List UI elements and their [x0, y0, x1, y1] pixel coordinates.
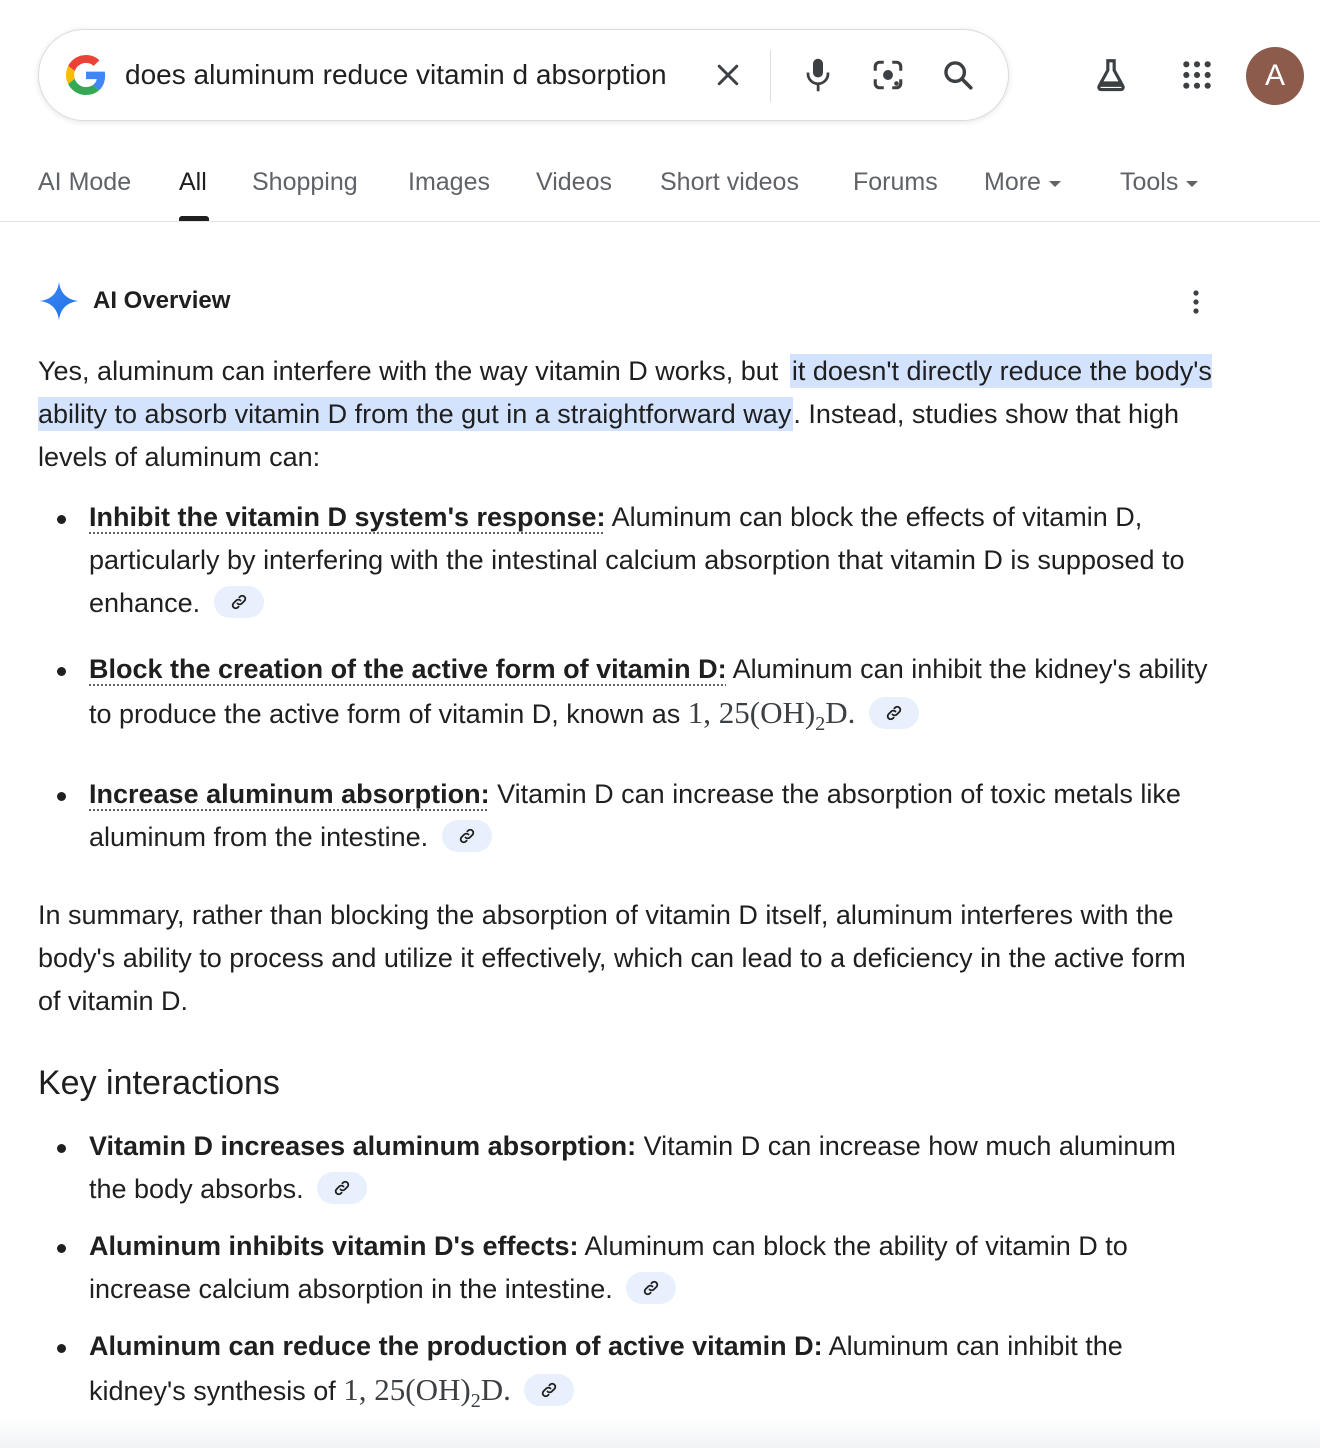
formula-tail: D.	[480, 1372, 511, 1408]
bullet-text: Vitamin D can increase the absorption of toxic metals like aluminum from the intestine.	[89, 779, 1181, 853]
tab-ai-mode[interactable]: AI Mode	[38, 168, 132, 196]
tab-more[interactable]	[984, 168, 1061, 197]
search-divider	[770, 50, 771, 102]
key-text: Aluminum can block the ability of vitamin D to increase calcium absorption in the intestine.	[89, 1231, 1128, 1305]
close-icon	[713, 60, 743, 90]
list-item	[38, 773, 1213, 859]
search-tabs	[0, 150, 1320, 222]
math-formula	[343, 1372, 511, 1413]
list-item	[38, 648, 1213, 746]
ai-overview-title: AI Overview	[93, 287, 231, 314]
search-icon	[941, 58, 975, 92]
math-formula	[687, 695, 856, 736]
search-labs-button[interactable]	[1086, 50, 1136, 100]
tab-images[interactable]: Images	[408, 168, 490, 196]
active-tab-indicator	[179, 216, 209, 221]
flask-icon	[1092, 56, 1130, 94]
bullet-term[interactable]: Increase aluminum absorption:	[89, 779, 490, 810]
tab-more-label: More	[984, 168, 1041, 196]
tools-button[interactable]	[1120, 168, 1198, 197]
key-term: Vitamin D increases aluminum absorption:	[89, 1131, 637, 1162]
chevron-down-icon	[1186, 181, 1198, 187]
microphone-icon	[803, 57, 833, 93]
list-item	[38, 1125, 1213, 1211]
link-icon	[458, 827, 476, 845]
key-interactions-heading: Key interactions	[38, 1064, 280, 1103]
source-link-button[interactable]	[317, 1172, 367, 1204]
formula-base: 1, 25(OH)	[343, 1372, 471, 1408]
tab-shopping[interactable]: Shopping	[252, 168, 358, 196]
link-icon	[230, 593, 248, 611]
more-vert-icon	[1192, 289, 1200, 315]
ai-overview-menu-button[interactable]	[1180, 284, 1212, 320]
source-link-button[interactable]	[442, 820, 492, 852]
intro-text-end: . Instead, studies show that high levels of aluminum can:	[38, 399, 1180, 472]
tab-all[interactable]: All	[179, 168, 207, 196]
key-term: Aluminum can reduce the production of active vitamin D:	[89, 1331, 823, 1362]
camera-lens-icon	[871, 58, 905, 92]
search-input[interactable]	[125, 52, 725, 98]
key-term: Aluminum inhibits vitamin D's effects:	[89, 1231, 579, 1262]
key-text: Vitamin D can increase how much aluminum the body absorbs.	[89, 1131, 1176, 1205]
list-item	[38, 1325, 1213, 1423]
search-box	[38, 29, 1009, 121]
link-icon	[642, 1279, 660, 1297]
ai-overview-content	[38, 350, 1213, 1423]
bullet-term[interactable]: Block the creation of the active form of vitamin D:	[89, 654, 727, 684]
tools-label: Tools	[1120, 168, 1179, 196]
lens-search-button[interactable]	[865, 52, 911, 98]
tab-forums[interactable]: Forums	[853, 168, 938, 196]
ai-overview-header	[38, 280, 230, 322]
bullet-text: Aluminum can inhibit the kidney's ability to produce the active form of vitamin D, known as	[89, 654, 1208, 729]
effects-list	[38, 496, 1213, 859]
list-item	[38, 496, 1213, 625]
clear-search-button[interactable]	[707, 54, 749, 96]
key-text: Aluminum can inhibit the kidney's synthesis of	[89, 1331, 1123, 1407]
source-link-button[interactable]	[869, 697, 919, 729]
bullet-text: Aluminum can block the effects of vitamin D, particularly by interfering with the intestinal calcium absorption that vitamin D is supposed to enhance.	[89, 502, 1185, 618]
formula-base: 1, 25(OH)	[687, 695, 816, 730]
apps-grid-icon	[1181, 59, 1213, 91]
account-avatar[interactable]: A	[1246, 47, 1304, 105]
voice-search-button[interactable]	[795, 52, 841, 98]
google-apps-button[interactable]	[1172, 50, 1222, 100]
highlighted-claim[interactable]: it doesn't directly reduce the body's ability to absorb vitamin D from the gut in a straightforward way	[38, 356, 1212, 429]
gemini-sparkle-icon	[38, 280, 80, 322]
search-submit-button[interactable]	[935, 52, 981, 98]
formula-subscript: 2	[815, 713, 826, 736]
list-item	[38, 1225, 1213, 1311]
key-interactions-list	[38, 1125, 1213, 1423]
intro-paragraph	[38, 350, 1213, 479]
source-link-button[interactable]	[626, 1272, 676, 1304]
link-icon	[333, 1179, 351, 1197]
chevron-down-icon	[1049, 181, 1061, 187]
bottom-fade-overlay	[0, 1418, 1320, 1448]
tab-short-videos[interactable]: Short videos	[660, 168, 799, 196]
intro-text-start: Yes, aluminum can interfere with the way vitamin D works, but	[38, 356, 779, 386]
summary-paragraph: In summary, rather than blocking the absorption of vitamin D itself, aluminum interferes with the body's ability to process and utilize it effectively, which can lead to a deficiency in the active form of vitamin D.	[38, 900, 1186, 1017]
formula-tail: D.	[825, 695, 856, 730]
link-icon	[540, 1381, 558, 1399]
source-link-button[interactable]	[524, 1374, 574, 1406]
tab-videos[interactable]: Videos	[536, 168, 612, 196]
formula-subscript: 2	[470, 1390, 481, 1413]
google-logo	[66, 55, 106, 95]
link-icon	[885, 704, 903, 722]
bullet-term[interactable]: Inhibit the vitamin D system's response:	[89, 502, 606, 532]
source-link-button[interactable]	[214, 586, 264, 618]
